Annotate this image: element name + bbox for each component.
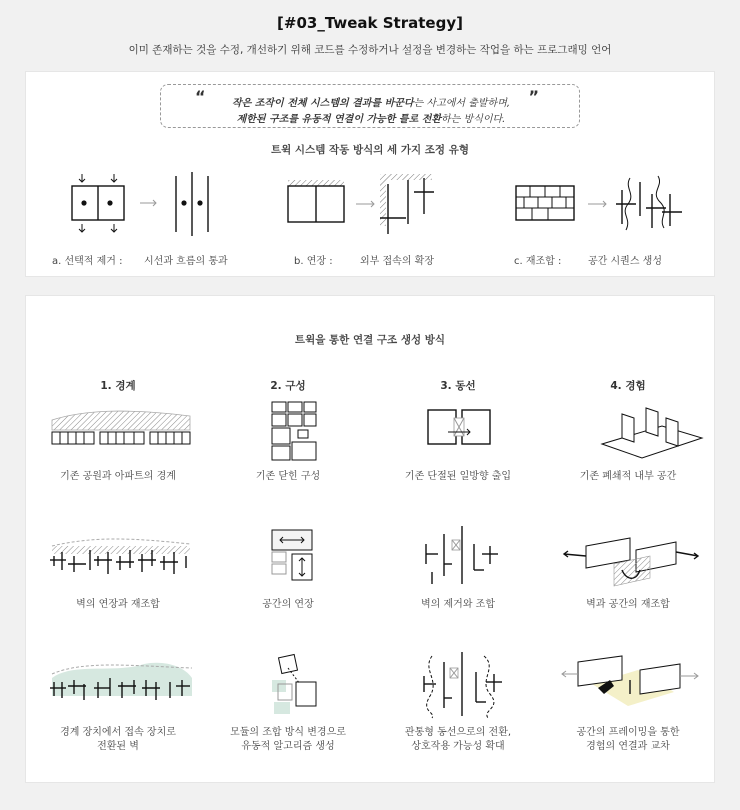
connection-heading: 트윅을 통한 연결 구조 생성 방식: [294, 334, 446, 346]
quote-line-1: [161, 94, 581, 109]
quote-line-2-bold: 제한된 구조를 유동적 연결이 가능한 틀로 전환: [236, 114, 442, 125]
type-c-label: c. 재조합 :: [514, 256, 562, 267]
close-quote-mark: ”: [528, 87, 539, 106]
type-c-desc: 공간 시퀀스 생성: [588, 256, 662, 267]
caption-one-way-entrance: 기존 단절된 일방향 출입: [404, 471, 512, 482]
column-head-circulation: 3. 동선: [440, 380, 476, 392]
caption-circulation-line: 관통형 동선으로의 전환, 상호작용 가능성 확대: [404, 727, 512, 752]
types-heading: 트윅 시스템 작동 방식의 세 가지 조정 유형: [270, 144, 470, 156]
caption-closed-composition: 기존 닫힌 구성: [255, 471, 321, 482]
type-b-desc: 외부 접속의 확장: [360, 256, 434, 267]
diagram-space-extension: [270, 528, 330, 588]
caption-space-extension: 공간의 연장: [262, 599, 314, 610]
caption-wall-extension: 벽의 연장과 재조합: [76, 599, 160, 610]
diagram-selective-removal: [64, 168, 214, 248]
type-a-desc: 시선과 흐름의 통과: [144, 256, 228, 267]
column-head-experience: 4. 경험: [610, 380, 646, 392]
diagram-one-way-entrance: [424, 406, 494, 466]
diagram-wall-space-recombination: [556, 530, 706, 594]
caption-existing-boundary: 기존 공원과 아파트의 경계: [60, 471, 176, 482]
diagram-wall-extension: [44, 530, 194, 590]
caption-boundary-line: 경계 장치에서 접속 장치로 전환된 벽: [60, 727, 176, 752]
quote-box: [160, 84, 580, 128]
diagram-through-circulation: [418, 650, 508, 720]
diagram-boundary-to-connector-wall: [44, 656, 194, 716]
diagram-recombination: [512, 168, 692, 248]
connection-panel: [26, 296, 714, 782]
page-title: [#03_Tweak Strategy]: [277, 14, 463, 32]
quote-line-1-bold: 작은 조작이 전체 시스템의 결과를 바꾼다: [231, 98, 414, 109]
caption-closed-interior: 기존 폐쇄적 내부 공간: [579, 471, 677, 482]
diagram-existing-boundary: [44, 400, 194, 460]
caption-wall-space-recombination: 벽과 공간의 재조합: [586, 599, 670, 610]
caption-space-framing: [542, 726, 714, 754]
caption-framing-line: 공간의 프레이밍을 통한 경험의 연결과 교차: [576, 727, 680, 752]
caption-module-line: 모듈의 조합 방식 변경으로 유동적 알고리즘 생성: [230, 727, 346, 752]
diagram-closed-composition: [270, 400, 330, 466]
diagram-module-algorithm: [270, 654, 330, 722]
diagram-extension: [284, 168, 434, 248]
caption-wall-removal: 벽의 제거와 조합: [421, 599, 495, 610]
quote-line-2-rest: 하는 방식이다.: [441, 114, 506, 125]
column-head-composition: 2. 구성: [270, 380, 306, 392]
quote-line-2: [161, 110, 581, 125]
page-subtitle: 이미 존재하는 것을 수정, 개선하기 위해 코드를 수정하거나 설정을 변경하는 작업을 하는 프로그래밍 언어: [128, 44, 612, 56]
diagram-space-framing: [556, 654, 706, 722]
type-b-label: b. 연장 :: [294, 256, 333, 267]
diagram-closed-interior: [592, 404, 712, 464]
column-head-boundary: 1. 경계: [100, 380, 136, 392]
caption-through-circulation: [372, 726, 544, 754]
caption-boundary-to-connector-wall: [32, 726, 204, 754]
caption-module-algorithm: [202, 726, 374, 754]
open-quote-mark: “: [195, 87, 206, 106]
tweak-types-panel: [26, 72, 714, 276]
quote-line-1-rest: 는 사고에서 출발하며,: [413, 98, 511, 109]
type-a-label: a. 선택적 제거 :: [52, 256, 123, 267]
diagram-wall-removal: [422, 524, 502, 588]
